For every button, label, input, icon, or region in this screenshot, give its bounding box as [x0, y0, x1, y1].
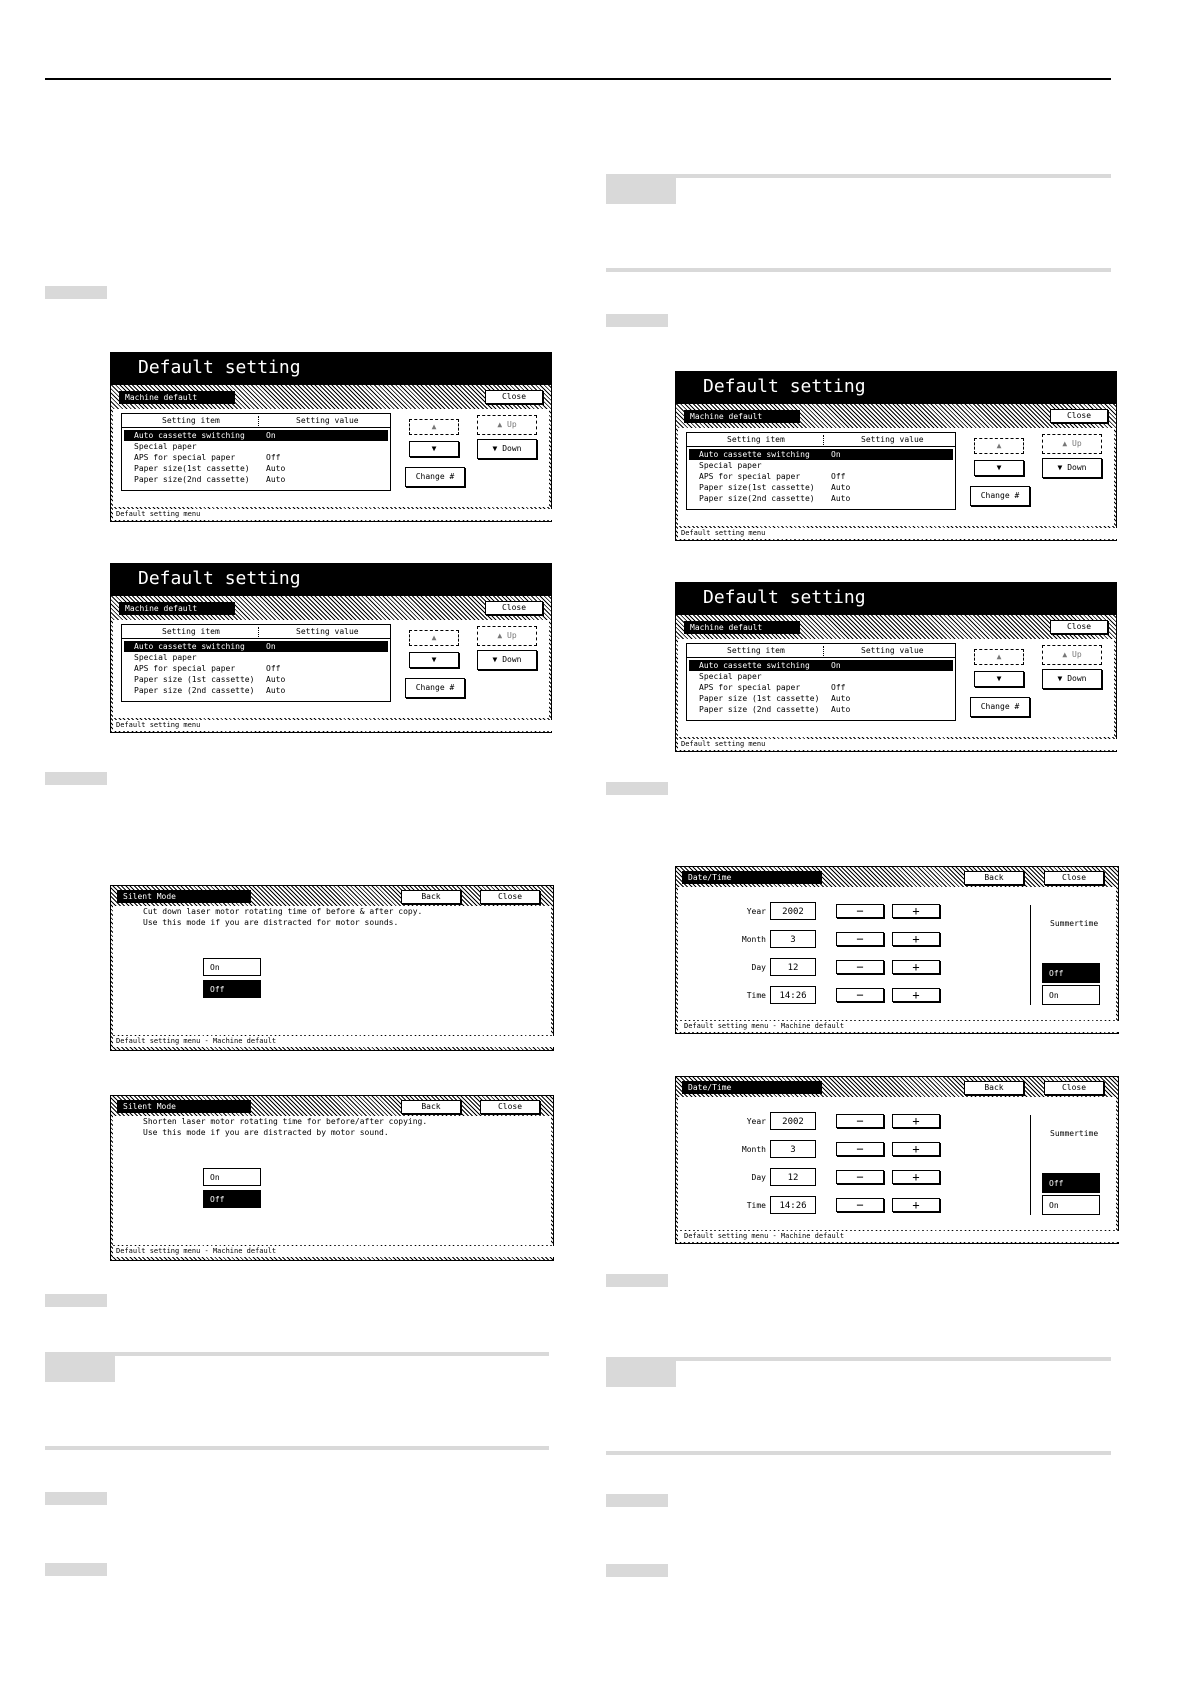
machine-default-label: Machine default [684, 410, 800, 423]
screen-title-bar [110, 352, 552, 384]
row-item: Paper size (1st cassette) [134, 675, 255, 684]
row-item: Paper size(2nd cassette) [699, 494, 815, 503]
screen-title: Default setting [138, 568, 301, 589]
setting-value-header: Setting value [296, 627, 359, 636]
row-value: Off [266, 664, 281, 673]
table-row[interactable] [124, 652, 388, 663]
close-button[interactable]: Close [485, 390, 543, 404]
step-marker [606, 314, 668, 327]
up-label: Up [507, 420, 517, 429]
row-item: APS for special paper [699, 683, 801, 692]
step-marker [45, 1563, 107, 1576]
header-rule [122, 427, 390, 428]
day-value: 12 [770, 958, 816, 976]
step-marker [606, 1494, 668, 1507]
silent-mode-title: Silent Mode [117, 890, 251, 903]
month-label: Month [741, 1145, 766, 1154]
default-setting-screen [110, 352, 552, 522]
scroll-down-button[interactable] [974, 460, 1024, 476]
back-button[interactable]: Back [401, 1100, 461, 1114]
year-label: Year [746, 907, 766, 916]
scroll-down-button[interactable] [974, 671, 1024, 687]
scroll-up-button[interactable] [974, 438, 1024, 454]
machine-default-label: Machine default [119, 602, 235, 615]
page-up-button[interactable] [1042, 434, 1102, 454]
table-row[interactable] [124, 674, 388, 685]
down-triangle-icon: ▼ [996, 463, 1002, 472]
table-row[interactable] [689, 693, 953, 704]
day-plus-button[interactable]: + [892, 960, 940, 974]
row-value: Auto [266, 464, 286, 473]
table-row[interactable] [689, 482, 953, 493]
header-divider [258, 416, 259, 426]
step-marker [45, 1294, 107, 1307]
footer-path: Default setting menu [113, 720, 552, 731]
month-plus-button[interactable]: + [892, 1142, 940, 1156]
screen-title-bar [110, 563, 552, 595]
silent-mode-screen [110, 885, 554, 1051]
off-option-button[interactable]: Off [203, 980, 261, 998]
settings-table [121, 413, 391, 491]
back-button[interactable]: Back [964, 871, 1024, 885]
machine-default-label: Machine default [119, 391, 235, 404]
setting-value-header: Setting value [296, 416, 359, 425]
page-down-button[interactable] [1042, 458, 1102, 478]
default-setting-screen [675, 371, 1117, 541]
summertime-divider [1030, 1115, 1031, 1215]
page-down-button[interactable] [477, 650, 537, 670]
summertime-off-button[interactable]: Off [1042, 963, 1100, 983]
page-up-button[interactable] [477, 626, 537, 646]
silent-mode-panel [113, 1116, 551, 1245]
back-button[interactable]: Back [964, 1081, 1024, 1095]
row-item: Paper size (1st cassette) [699, 694, 820, 703]
scroll-up-button[interactable] [409, 419, 459, 435]
change-button[interactable] [970, 486, 1030, 506]
description-line: Use this mode if you are distracted for motor sounds. [143, 918, 399, 927]
up-label: Up [1072, 650, 1082, 659]
month-minus-button[interactable]: − [836, 1142, 884, 1156]
close-button[interactable]: Close [480, 890, 540, 904]
month-plus-button[interactable]: + [892, 932, 940, 946]
change-label: Change # [980, 491, 1020, 500]
note-label-block [606, 178, 676, 204]
table-row[interactable] [124, 441, 388, 452]
row-item: Paper size (2nd cassette) [699, 705, 820, 714]
page-down-button[interactable] [477, 439, 537, 459]
close-button[interactable]: Close [480, 1100, 540, 1114]
table-row[interactable] [689, 660, 953, 671]
settings-table [686, 643, 956, 721]
down-triangle-icon: ▼ [1057, 463, 1068, 472]
row-value: Off [266, 453, 281, 462]
row-value: Off [831, 472, 846, 481]
up-triangle-icon: ▲ [497, 631, 507, 640]
table-row[interactable] [689, 493, 953, 504]
footer-path: Default setting menu - Machine default [678, 1231, 1122, 1242]
page-up-button[interactable] [1042, 645, 1102, 665]
close-button[interactable]: Close [485, 601, 543, 615]
row-item: APS for special paper [699, 472, 801, 481]
change-label: Change # [415, 683, 455, 692]
table-row[interactable] [689, 471, 953, 482]
time-minus-button[interactable]: − [836, 1198, 884, 1212]
up-triangle-icon: ▲ [996, 441, 1002, 450]
year-value: 2002 [770, 1112, 816, 1130]
note-label-block [45, 1356, 115, 1382]
up-triangle-icon: ▲ [497, 420, 507, 429]
date-time-title: Date/Time [682, 1081, 822, 1094]
row-value: Off [831, 683, 846, 692]
row-value: Auto [266, 686, 286, 695]
row-item: Paper size(2nd cassette) [134, 475, 250, 484]
year-minus-button[interactable]: − [836, 904, 884, 918]
close-button[interactable]: Close [1050, 409, 1108, 423]
down-triangle-icon: ▼ [996, 674, 1002, 683]
note-rule [606, 1451, 1111, 1455]
date-time-title: Date/Time [682, 871, 822, 884]
screen-frame [110, 384, 552, 522]
screen-frame [110, 595, 552, 733]
row-value: Auto [831, 694, 851, 703]
down-triangle-icon: ▼ [431, 655, 437, 664]
year-minus-button[interactable]: − [836, 1114, 884, 1128]
footer-path: Default setting menu - Machine default [678, 1021, 1122, 1032]
note-rule [606, 268, 1111, 272]
screen-title: Default setting [138, 357, 301, 378]
change-label: Change # [415, 472, 455, 481]
row-item: Paper size(1st cassette) [699, 483, 815, 492]
change-button[interactable] [970, 697, 1030, 717]
row-value: Auto [266, 675, 286, 684]
year-plus-button[interactable]: + [892, 904, 940, 918]
change-button[interactable] [405, 678, 465, 698]
table-row[interactable] [689, 671, 953, 682]
setting-item-header: Setting item [727, 435, 785, 444]
step-marker [45, 1492, 107, 1505]
down-triangle-icon: ▼ [431, 444, 437, 453]
machine-default-label: Machine default [684, 621, 800, 634]
close-button[interactable]: Close [1044, 871, 1104, 885]
table-row[interactable] [689, 460, 953, 471]
setting-value-header: Setting value [861, 435, 924, 444]
month-label: Month [741, 935, 766, 944]
scroll-up-button[interactable] [974, 649, 1024, 665]
up-label: Up [507, 631, 517, 640]
row-value: On [266, 642, 276, 651]
year-value: 2002 [770, 902, 816, 920]
down-triangle-icon: ▼ [492, 444, 503, 453]
table-row[interactable] [124, 430, 388, 441]
note-rule [45, 1352, 549, 1356]
screen-title-bar [675, 582, 1117, 614]
note-rule [606, 174, 1111, 178]
footer-path: Default setting menu [113, 509, 552, 520]
setting-item-header: Setting item [162, 627, 220, 636]
time-label: Time [746, 1201, 766, 1210]
down-label: Down [1067, 674, 1087, 683]
scroll-down-button[interactable] [409, 652, 459, 668]
screen-frame [675, 403, 1117, 541]
day-value: 12 [770, 1168, 816, 1186]
settings-table [686, 432, 956, 510]
table-row[interactable] [689, 449, 953, 460]
date-time-panel [678, 887, 1116, 1020]
step-marker [606, 782, 668, 795]
down-label: Down [502, 444, 522, 453]
row-value: On [831, 661, 841, 670]
back-button[interactable]: Back [401, 890, 461, 904]
row-item: Paper size (2nd cassette) [134, 686, 255, 695]
note-rule [45, 1446, 549, 1450]
silent-mode-screen [110, 1095, 554, 1261]
summertime-off-button[interactable]: Off [1042, 1173, 1100, 1193]
settings-panel [113, 409, 549, 507]
setting-item-header: Setting item [162, 416, 220, 425]
day-label: Day [751, 1173, 766, 1182]
settings-panel [678, 639, 1114, 737]
footer-path: Default setting menu - Machine default [113, 1246, 554, 1257]
row-value: Auto [831, 494, 851, 503]
time-plus-button[interactable]: + [892, 988, 940, 1002]
day-label: Day [751, 963, 766, 972]
row-item: Auto cassette switching [134, 431, 245, 440]
table-row[interactable] [124, 463, 388, 474]
year-label: Year [746, 1117, 766, 1126]
header-rule [687, 446, 955, 447]
step-marker [45, 286, 107, 299]
header-divider [258, 627, 259, 637]
summertime-divider [1030, 905, 1031, 1005]
month-value: 3 [770, 1140, 816, 1158]
row-item: Auto cassette switching [699, 661, 810, 670]
table-row[interactable] [124, 474, 388, 485]
day-minus-button[interactable]: − [836, 1170, 884, 1184]
up-triangle-icon: ▲ [431, 422, 437, 431]
row-item: Special paper [134, 653, 197, 662]
row-item: APS for special paper [134, 664, 236, 673]
row-value: Auto [831, 483, 851, 492]
down-triangle-icon: ▼ [492, 655, 503, 664]
page-down-button[interactable] [1042, 669, 1102, 689]
row-item: Paper size(1st cassette) [134, 464, 250, 473]
row-value: On [831, 450, 841, 459]
time-value: 14:26 [770, 1196, 816, 1214]
time-label: Time [746, 991, 766, 1000]
date-time-screen [675, 866, 1119, 1034]
description-line: Use this mode if you are distracted by motor sound. [143, 1128, 389, 1137]
summertime-label: Summertime [1050, 919, 1099, 928]
step-marker [606, 1564, 668, 1577]
up-triangle-icon: ▲ [996, 652, 1002, 661]
table-row[interactable] [124, 452, 388, 463]
step-marker [45, 772, 107, 785]
time-plus-button[interactable]: + [892, 1198, 940, 1212]
row-value: On [266, 431, 276, 440]
change-label: Change # [980, 702, 1020, 711]
setting-item-header: Setting item [727, 646, 785, 655]
screen-title: Default setting [703, 376, 866, 397]
description-line: Cut down laser motor rotating time of before & after copy. [143, 907, 423, 916]
note-label-block [606, 1361, 676, 1387]
scroll-down-button[interactable] [409, 441, 459, 457]
step-marker [606, 1274, 668, 1287]
row-item: Special paper [699, 672, 762, 681]
date-time-screen [675, 1076, 1119, 1244]
footer-path: Default setting menu - Machine default [113, 1036, 554, 1047]
table-row[interactable] [124, 663, 388, 674]
down-triangle-icon: ▼ [1057, 674, 1068, 683]
row-value: Auto [831, 705, 851, 714]
summertime-on-button[interactable]: On [1042, 985, 1100, 1005]
settings-table [121, 624, 391, 702]
month-minus-button[interactable]: − [836, 932, 884, 946]
scroll-up-button[interactable] [409, 630, 459, 646]
footer-path: Default setting menu [678, 739, 1117, 750]
month-value: 3 [770, 930, 816, 948]
year-plus-button[interactable]: + [892, 1114, 940, 1128]
page-up-button[interactable] [477, 415, 537, 435]
row-item: Special paper [134, 442, 197, 451]
settings-panel [113, 620, 549, 718]
row-item: Auto cassette switching [134, 642, 245, 651]
screen-frame [675, 614, 1117, 752]
up-triangle-icon: ▲ [1062, 650, 1072, 659]
date-time-panel [678, 1097, 1116, 1230]
table-row[interactable] [124, 685, 388, 696]
default-setting-screen [110, 563, 552, 733]
table-row[interactable] [689, 704, 953, 715]
note-rule [606, 1357, 1111, 1361]
change-button[interactable] [405, 467, 465, 487]
default-setting-screen [675, 582, 1117, 752]
footer-path: Default setting menu [678, 528, 1117, 539]
settings-panel [678, 428, 1114, 526]
on-option-button[interactable]: On [203, 958, 261, 976]
down-label: Down [1067, 463, 1087, 472]
up-triangle-icon: ▲ [431, 633, 437, 642]
description-line: Shorten laser motor rotating time for before/after copying. [143, 1117, 428, 1126]
row-item: Auto cassette switching [699, 450, 810, 459]
row-item: APS for special paper [134, 453, 236, 462]
silent-mode-panel [113, 906, 551, 1035]
table-row[interactable] [689, 682, 953, 693]
day-minus-button[interactable]: − [836, 960, 884, 974]
on-option-button[interactable]: On [203, 1168, 261, 1186]
header-divider [823, 646, 824, 656]
silent-mode-title: Silent Mode [117, 1100, 251, 1113]
close-button[interactable]: Close [1044, 1081, 1104, 1095]
header-rule [122, 638, 390, 639]
close-button[interactable]: Close [1050, 620, 1108, 634]
summertime-on-button[interactable]: On [1042, 1195, 1100, 1215]
day-plus-button[interactable]: + [892, 1170, 940, 1184]
summertime-label: Summertime [1050, 1129, 1099, 1138]
time-value: 14:26 [770, 986, 816, 1004]
header-divider [823, 435, 824, 445]
page-top-rule [45, 78, 1111, 80]
row-item: Special paper [699, 461, 762, 470]
screen-title-bar [675, 371, 1117, 403]
row-value: Auto [266, 475, 286, 484]
table-row[interactable] [124, 641, 388, 652]
down-label: Down [502, 655, 522, 664]
up-label: Up [1072, 439, 1082, 448]
setting-value-header: Setting value [861, 646, 924, 655]
screen-title: Default setting [703, 587, 866, 608]
time-minus-button[interactable]: − [836, 988, 884, 1002]
up-triangle-icon: ▲ [1062, 439, 1072, 448]
header-rule [687, 657, 955, 658]
off-option-button[interactable]: Off [203, 1190, 261, 1208]
